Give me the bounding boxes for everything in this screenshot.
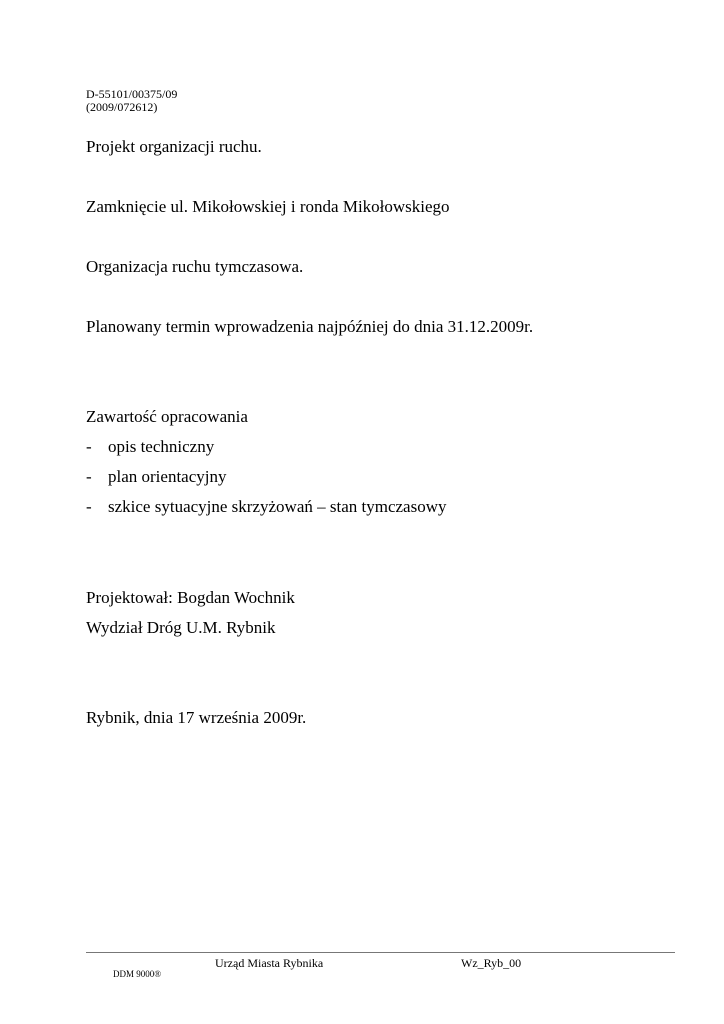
reference-number-secondary: (2009/072612) <box>86 100 158 114</box>
list-item-text: opis techniczny <box>108 437 215 456</box>
list-item-text: plan orientacyjny <box>108 467 227 486</box>
reference-number: D-55101/00375/09 <box>86 87 178 101</box>
list-dash: - <box>86 437 92 456</box>
deadline-statement: Planowany termin wprowadzenia najpóźniej do dnia 31.12.2009r. <box>86 317 534 336</box>
footer-divider <box>86 952 675 953</box>
place-date-line: Rybnik, dnia 17 września 2009r. <box>86 708 307 727</box>
document-subject: Zamknięcie ul. Mikołowskiej i ronda Mikołowskiego <box>86 197 450 216</box>
designer-line: Projektował: Bogdan Wochnik <box>86 588 295 607</box>
list-item <box>86 437 214 457</box>
list-dash: - <box>86 497 92 516</box>
document-title: Projekt organizacji ruchu. <box>86 137 262 156</box>
footer-code: Wz_Ryb_00 <box>461 956 522 970</box>
list-item-text: szkice sytuacyjne skrzyżowań – stan tymczasowy <box>108 497 447 516</box>
footer-software: DDM 9000® <box>113 969 162 979</box>
organization-type: Organizacja ruchu tymczasowa. <box>86 257 304 276</box>
footer-office: Urząd Miasta Rybnika <box>215 956 324 970</box>
department-line: Wydział Dróg U.M. Rybnik <box>86 618 276 637</box>
contents-heading: Zawartość opracowania <box>86 407 248 426</box>
list-dash: - <box>86 467 92 486</box>
list-item <box>86 467 227 487</box>
list-item <box>86 497 446 517</box>
